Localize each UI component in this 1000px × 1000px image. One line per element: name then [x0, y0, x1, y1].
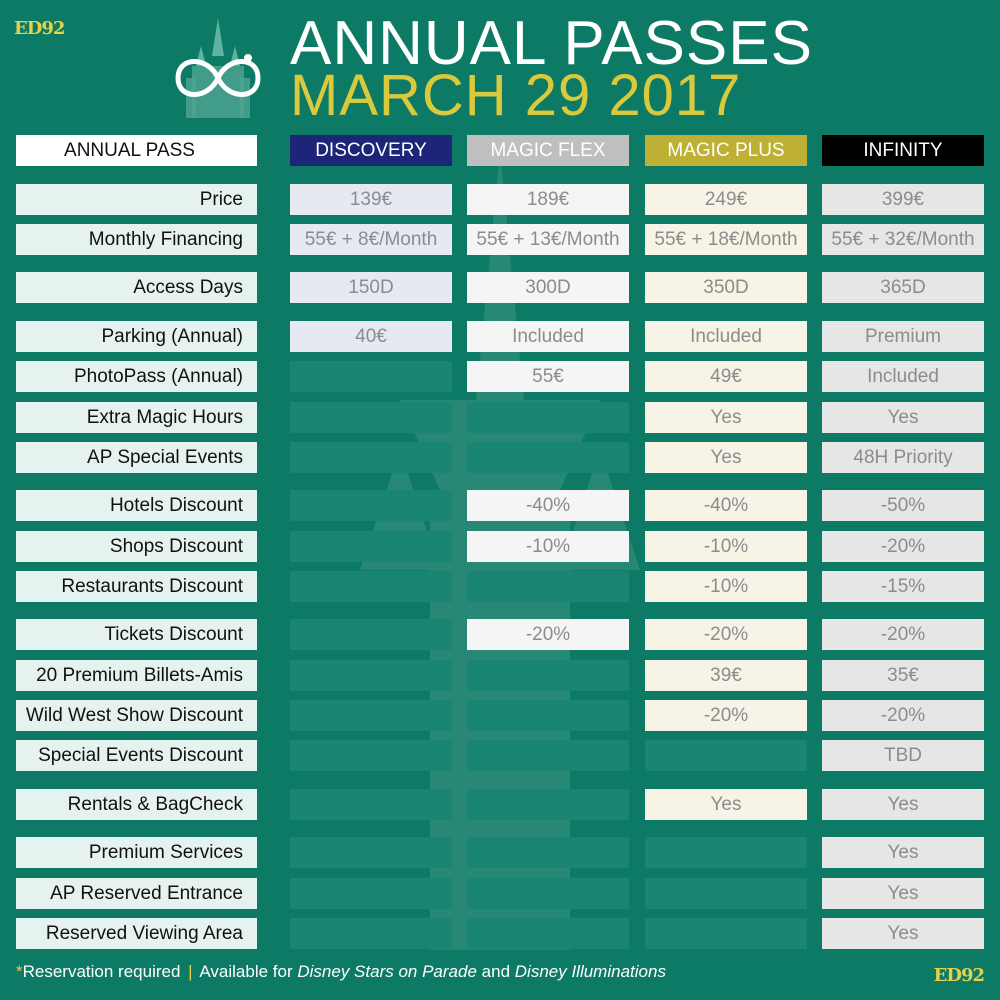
table-cell-empty [467, 837, 629, 868]
table-cell: Yes [822, 918, 984, 949]
row-label: PhotoPass (Annual) [16, 361, 257, 392]
table-cell-empty [290, 490, 452, 521]
table-cell: 55€ [467, 361, 629, 392]
table-cell: -40% [645, 490, 807, 521]
table-cell: -20% [467, 619, 629, 650]
table-cell: -20% [822, 531, 984, 562]
table-cell: Yes [822, 837, 984, 868]
table-cell: Yes [645, 442, 807, 473]
row-label: AP Reserved Entrance [16, 878, 257, 909]
table-cell-empty [645, 837, 807, 868]
table-cell: 150D [290, 272, 452, 303]
table-cell: Yes [645, 402, 807, 433]
castle-logo-icon [168, 16, 268, 120]
table-cell-empty [645, 740, 807, 771]
footer-separator: | [188, 962, 193, 981]
table-cell-empty [290, 442, 452, 473]
table-cell: Yes [822, 402, 984, 433]
table-cell: -40% [467, 490, 629, 521]
table-cell-empty [290, 789, 452, 820]
footer-available-text: Available for [199, 962, 293, 981]
row-label: Price [16, 184, 257, 215]
table-cell-empty [290, 878, 452, 909]
footer-show-parade: Disney Stars on Parade [297, 962, 477, 981]
table-cell: 55€ + 18€/Month [645, 224, 807, 255]
table-cell: -20% [645, 619, 807, 650]
table-cell: Yes [822, 878, 984, 909]
table-cell-empty [467, 789, 629, 820]
footer-note [16, 962, 666, 982]
table-cell: -10% [645, 571, 807, 602]
row-label: Reserved Viewing Area [16, 918, 257, 949]
table-cell: 139€ [290, 184, 452, 215]
table-cell: 55€ + 32€/Month [822, 224, 984, 255]
table-cell: TBD [822, 740, 984, 771]
page-title: ANNUAL PASSES [290, 9, 813, 78]
table-cell: -50% [822, 490, 984, 521]
table-cell-empty [290, 571, 452, 602]
table-cell-empty [467, 740, 629, 771]
row-label: Rentals & BagCheck [16, 789, 257, 820]
table-cell-empty [467, 918, 629, 949]
brand-logo-bottom: ED92 [933, 965, 984, 986]
table-cell: 55€ + 8€/Month [290, 224, 452, 255]
row-label: Special Events Discount [16, 740, 257, 771]
table-cell: -15% [822, 571, 984, 602]
footer-asterisk: * [16, 962, 23, 981]
table-cell-empty [290, 402, 452, 433]
table-cell: 35€ [822, 660, 984, 691]
row-label: Premium Services [16, 837, 257, 868]
table-cell: 39€ [645, 660, 807, 691]
row-label: Hotels Discount [16, 490, 257, 521]
table-cell-empty [645, 878, 807, 909]
table-cell-empty [467, 878, 629, 909]
footer-and-text: and [481, 962, 511, 981]
header-infinity: INFINITY [822, 135, 984, 166]
table-cell: 55€ + 13€/Month [467, 224, 629, 255]
table-cell: -10% [645, 531, 807, 562]
table-cell-empty [290, 700, 452, 731]
footer-show-illuminations: Disney Illuminations [514, 962, 666, 981]
row-label: Extra Magic Hours [16, 402, 257, 433]
table-cell: Included [822, 361, 984, 392]
brand-logo-top: ED92 [14, 18, 65, 39]
table-cell-empty [467, 660, 629, 691]
table-cell: Included [645, 321, 807, 352]
table-cell-empty [467, 571, 629, 602]
table-cell: 399€ [822, 184, 984, 215]
row-label: 20 Premium Billets-Amis [16, 660, 257, 691]
table-cell: -20% [822, 619, 984, 650]
table-cell-empty [290, 660, 452, 691]
row-label: Parking (Annual) [16, 321, 257, 352]
table-cell-empty [290, 837, 452, 868]
table-cell-empty [467, 442, 629, 473]
table-cell: -20% [645, 700, 807, 731]
table-cell-empty [290, 619, 452, 650]
table-cell-empty [290, 740, 452, 771]
table-cell: Included [467, 321, 629, 352]
table-cell: 249€ [645, 184, 807, 215]
header-magic-plus: MAGIC PLUS [645, 135, 807, 166]
table-cell-empty [467, 700, 629, 731]
table-cell-empty [290, 918, 452, 949]
row-label: Shops Discount [16, 531, 257, 562]
table-cell: 365D [822, 272, 984, 303]
table-cell: -20% [822, 700, 984, 731]
table-cell-empty [290, 531, 452, 562]
table-cell-empty [467, 402, 629, 433]
table-cell: 49€ [645, 361, 807, 392]
footer-reservation-text: Reservation required [22, 962, 181, 981]
header-annual-pass: ANNUAL PASS [16, 135, 257, 166]
table-cell: Yes [822, 789, 984, 820]
table-cell: 300D [467, 272, 629, 303]
header-discovery: DISCOVERY [290, 135, 452, 166]
table-cell: 189€ [467, 184, 629, 215]
header-magic-flex: MAGIC FLEX [467, 135, 629, 166]
table-cell: -10% [467, 531, 629, 562]
table-cell: 48H Priority [822, 442, 984, 473]
row-label: Restaurants Discount [16, 571, 257, 602]
table-cell: Premium [822, 321, 984, 352]
table-cell-empty [290, 361, 452, 392]
row-label: Monthly Financing [16, 224, 257, 255]
row-label: Access Days [16, 272, 257, 303]
page-date: MARCH 29 2017 [290, 63, 742, 128]
row-label: AP Special Events [16, 442, 257, 473]
row-label: Tickets Discount [16, 619, 257, 650]
row-label: Wild West Show Discount [16, 700, 257, 731]
table-cell: 350D [645, 272, 807, 303]
table-cell: 40€ [290, 321, 452, 352]
table-cell-empty [645, 918, 807, 949]
table-cell: Yes [645, 789, 807, 820]
